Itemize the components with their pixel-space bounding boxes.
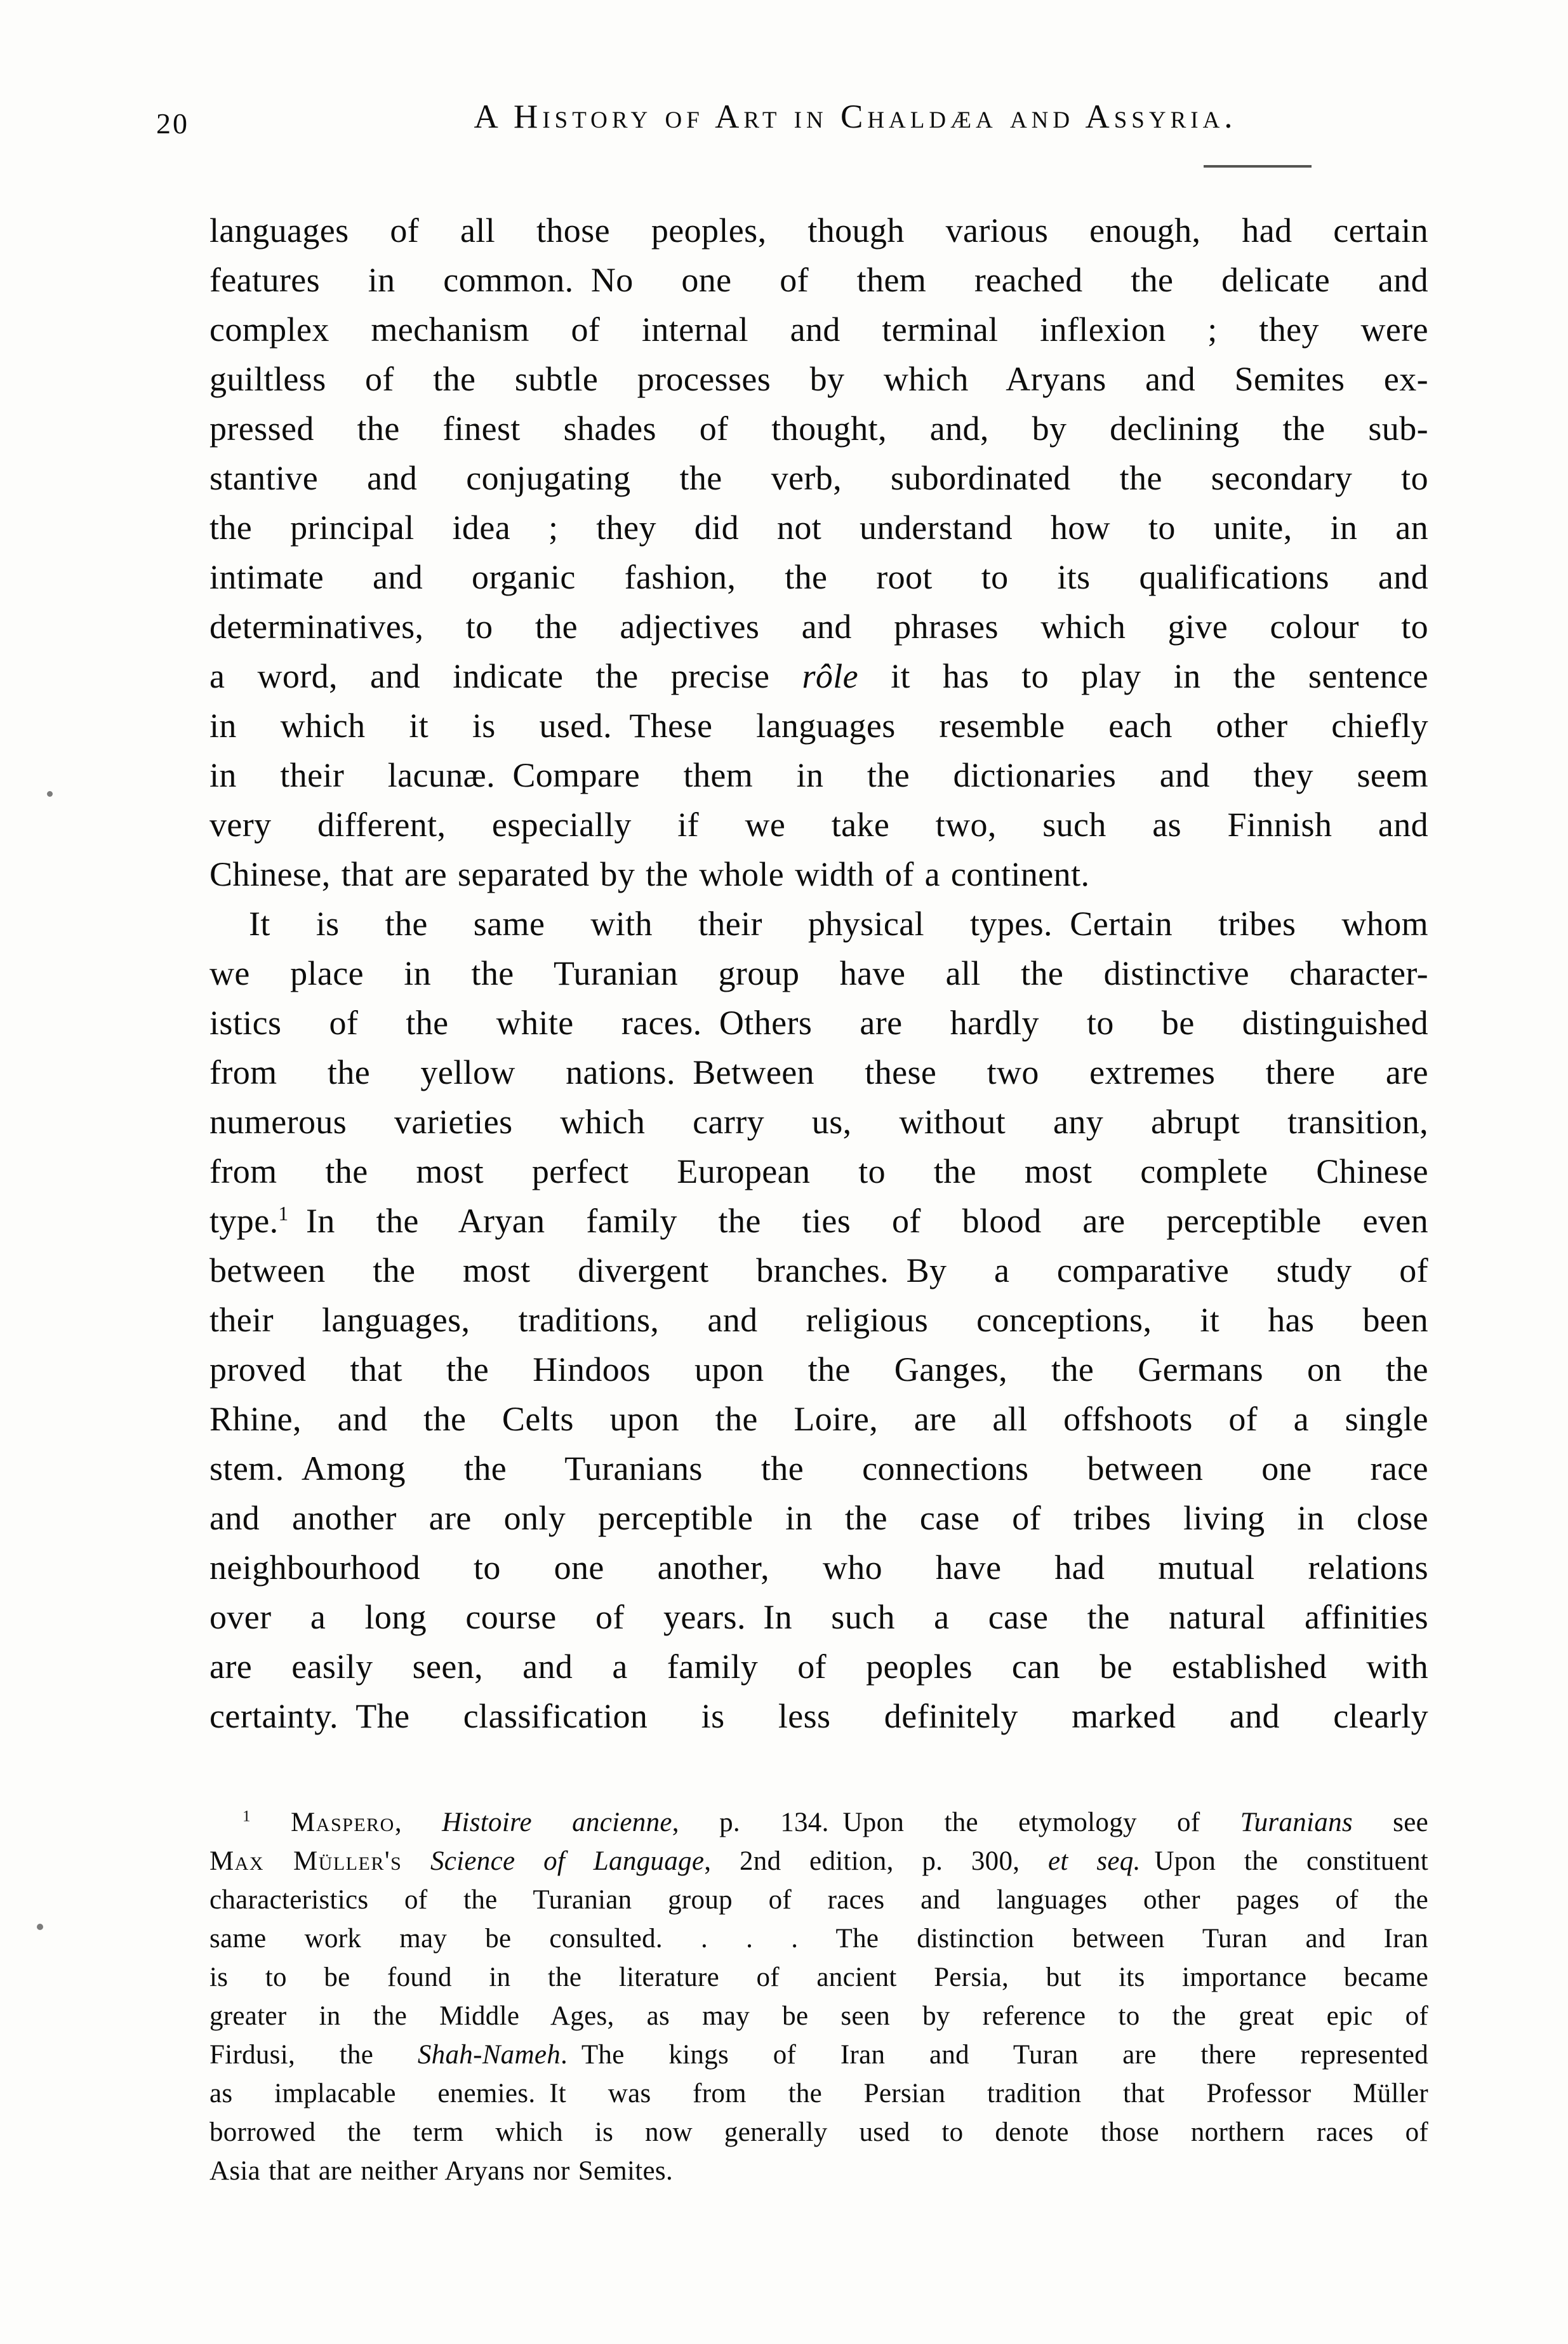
footnote-line: same work may be consulted. . . . The distinction between Turan and Iran [209,1924,1428,1954]
body-line: complex mechanism of internal and terminal inflexion ; they were [209,310,1428,349]
body-line: certainty. The classification is less definitely marked and clearly [209,1697,1428,1735]
body-line: from the most perfect European to the most complete Chinese [209,1152,1428,1190]
body-line: very different, especially if we take two, such as Finnish and [209,806,1428,844]
footnote-line: Firdusi, the Shah-Nameh. The kings of Iran and Turan are there represented [209,2040,1428,2070]
body-line: in their lacunæ. Compare them in the dictionaries and they seem [209,756,1428,794]
footnote-text [209,1803,1428,2190]
body-line: between the most divergent branches. By a comparative study of [209,1251,1428,1289]
footnote-line: is to be found in the literature of ancient Persia, but its importance became [209,1962,1428,1992]
footnote-line: greater in the Middle Ages, as may be seen by reference to the great epic of [209,2001,1428,2031]
body-line: intimate and organic fashion, the root to its qualifications and [209,558,1428,596]
body-line: a word, and indicate the precise rôle it has to play in the sentence [209,657,1428,695]
header-rule [1204,165,1312,168]
body-line: stantive and conjugating the verb, subordinated the secondary to [209,459,1428,497]
body-line: guiltless of the subtle processes by which Aryans and Semites ex- [209,360,1428,398]
body-line: stem. Among the Turanians the connections between one race [209,1449,1428,1488]
body-line: from the yellow nations. Between these two extremes there are [209,1053,1428,1091]
body-line: type.$^1$ In the Aryan family the ties of blood are perceptible even [209,1202,1428,1240]
body-line: are easily seen, and a family of peoples can be established with [209,1648,1428,1686]
body-line: and another are only perceptible in the case of tribes living in close [209,1499,1428,1537]
footnote-line: Asia that are neither Aryans nor Semites. [209,2156,674,2186]
footnote-line: characteristics of the Turanian group of races and languages other pages of the [209,1885,1428,1915]
body-line: determinatives, to the adjectives and phrases which give colour to [209,608,1428,646]
footnote-line: as implacable enemies. It was from the Persian tradition that Professor Müller [209,2079,1428,2108]
body-line: Chinese, that are separated by the whole width of a continent. [209,855,1090,893]
footnote-line: Max Müller's Science of Language, 2nd edition, p. 300, et seq. Upon the constituent [209,1846,1429,1876]
body-line: over a long course of years. In such a case the natural affinities [209,1598,1428,1636]
page-number: 20 [156,107,189,140]
footnote-line: borrowed the term which is now generally used to denote those northern races of [209,2117,1428,2147]
body-line: istics of the white races. Others are hardly to be distinguished [209,1004,1428,1042]
body-line: in which it is used. These languages resemble each other chiefly [209,707,1428,745]
body-line: numerous varieties which carry us, without any abrupt transition, [209,1103,1428,1141]
body-line: Rhine, and the Celts upon the Loire, are all offshoots of a single [209,1400,1428,1438]
scan-speck [37,1924,43,1930]
running-header-title: A History of Art in Chaldæa and Assyria. [474,98,1237,135]
body-line: their languages, traditions, and religious conceptions, it has been [209,1301,1428,1339]
body-line: languages of all those peoples, though various enough, had certain [209,211,1428,250]
body-text [209,206,1428,1741]
body-line: we place in the Turanian group have all the distinctive character- [209,954,1428,992]
body-line: features in common. No one of them reached the delicate and [209,261,1428,299]
body-line: proved that the Hindoos upon the Ganges, the Germans on the [209,1350,1428,1388]
body-line: the principal idea ; they did not understand how to unite, in an [209,509,1428,547]
scan-speck [47,791,53,797]
body-line: neighbourhood to one another, who have had mutual relations [209,1548,1428,1587]
footnote-line: $^1$ Maspero, Histoire ancienne, p. 134. Upon the etymology of Turanians see [243,1808,1428,1837]
body-line: It is the same with their physical types. Certain tribes whom [249,905,1428,943]
body-line: pressed the finest shades of thought, and, by declining the sub- [209,410,1428,448]
